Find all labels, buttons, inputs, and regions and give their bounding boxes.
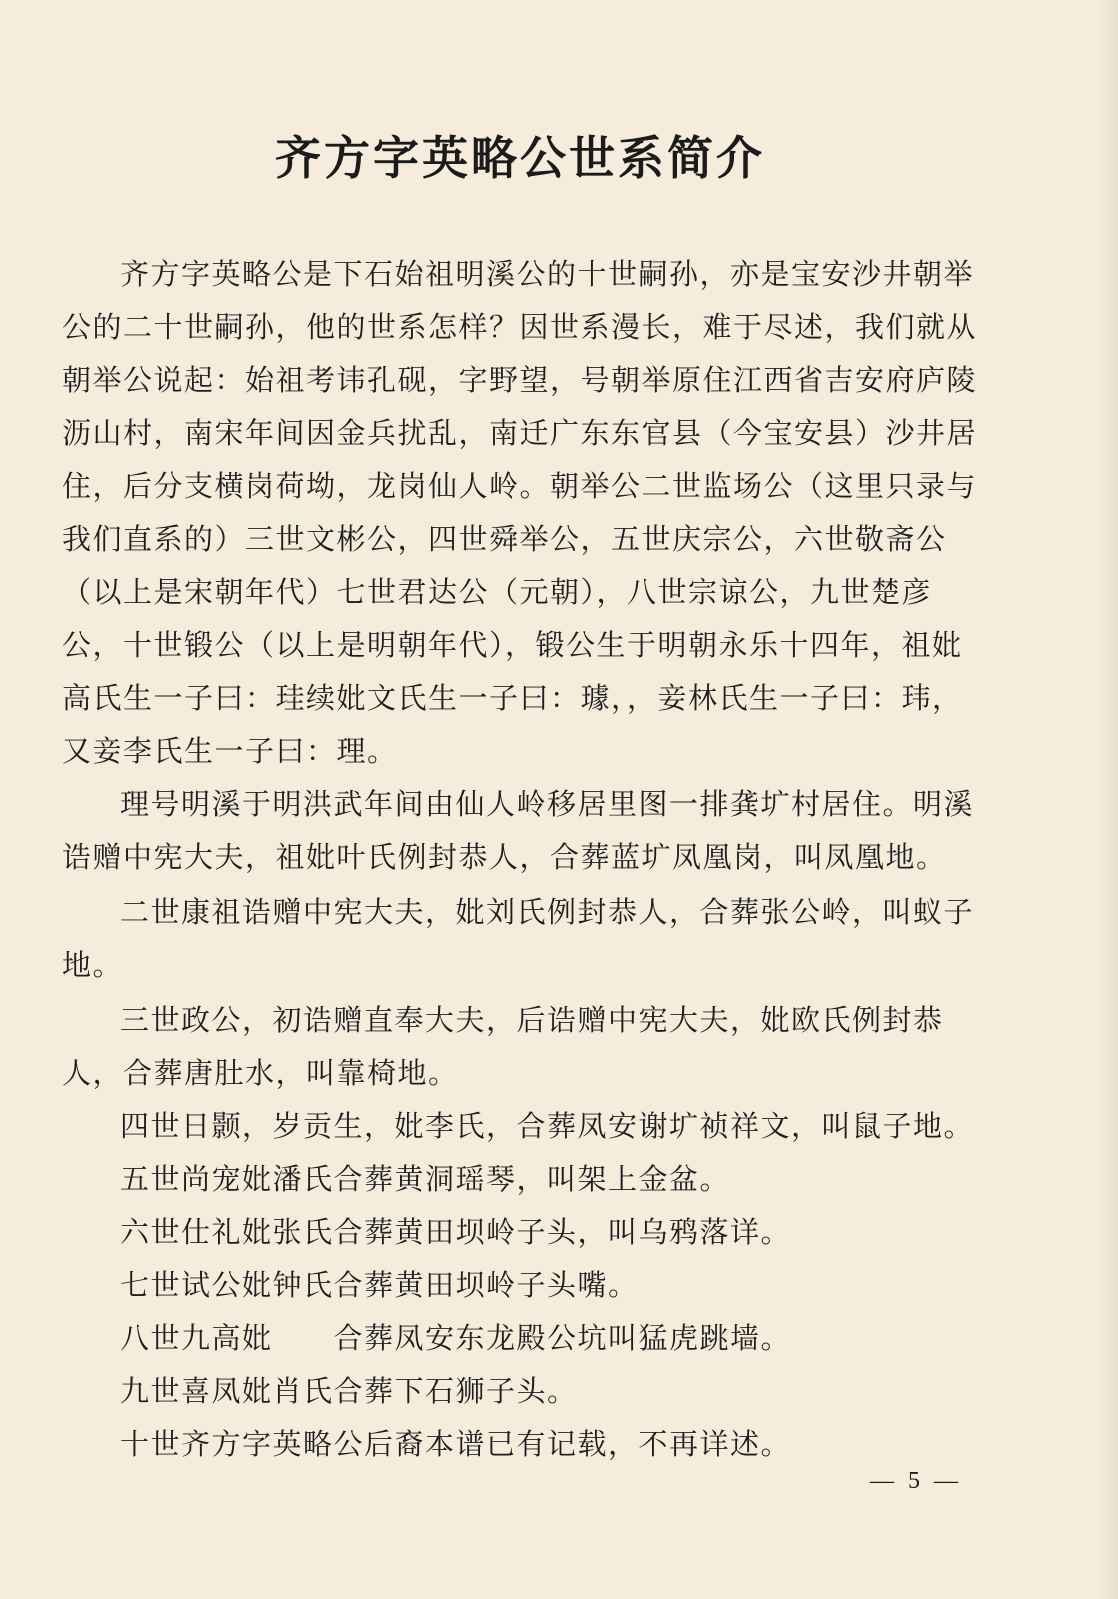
paragraph-4: 三世政公，初诰赠直奉大夫，后诰赠中宪大夫，妣欧氏例封恭人，合葬唐肚水，叫靠椅地。 [62, 1003, 944, 1090]
paragraph-7: 六世仕礼妣张氏合葬黄田坝岭子头，叫乌鸦落详。 [120, 1215, 792, 1249]
paragraph-9: 八世九高妣 合葬凤安东龙殿公坑叫猛虎跳墙。 [120, 1321, 792, 1355]
paragraph-2: 理号明溪于明洪武年间由仙人岭移居里图一排龚圹村居住。明溪诰赠中宪大夫，祖妣叶氏例封恭人，合葬蓝圹凤凰岗，叫凤凰地。 [62, 787, 975, 874]
body-text [62, 248, 982, 1471]
paragraph-1: 齐方字英略公是下石始祖明溪公的十世嗣孙，亦是宝安沙井朝举公的二十世嗣孙，他的世系怎样？因世系漫长，难于尽述，我们就从朝举公说起：始祖考讳孔砚，字野望，号朝举原住江西省吉安府庐陵沥山村，南宋年间因金兵扰乱，南迁广东东官县（今宝安县）沙井居住，后分支横岗荷坳，龙岗仙人岭。朝举公二世监场公（这里只录与我们直系的）三世文彬公，四世舜举公，五世庆宗公，六世敬斋公（以上是宋朝年代）七世君达公（元朝），八世宗谅公，九世楚彦公，十世锻公（以上是明朝年代），锻公生于明朝永乐十四年，祖妣高氏生一子曰：珪续妣文氏生一子曰：璩，，妾林氏生一子曰：玮，又妾李氏生一子曰：理。 [62, 257, 978, 768]
paragraph-3: 二世康祖诰赠中宪大夫，妣刘氏例封恭人，合葬张公岭，叫蚁子地。 [62, 895, 975, 982]
page-title: 齐方字英略公世系简介 [275, 131, 765, 185]
paragraph-8: 七世试公妣钟氏合葬黄田坝岭子头嘴。 [120, 1268, 639, 1302]
paragraph-6: 五世尚宠妣潘氏合葬黄洞瑶琴，叫架上金盆。 [120, 1162, 731, 1196]
page-number: — 5 — [870, 1468, 962, 1494]
paragraph-10: 九世喜凤妣肖氏合葬下石狮子头。 [120, 1374, 578, 1408]
paragraph-5: 四世日颢，岁贡生，妣李氏，合葬凤安谢圹祯祥文，叫鼠子地。 [120, 1109, 975, 1143]
paragraph-11: 十世齐方字英略公后裔本谱已有记载，不再详述。 [120, 1427, 792, 1461]
